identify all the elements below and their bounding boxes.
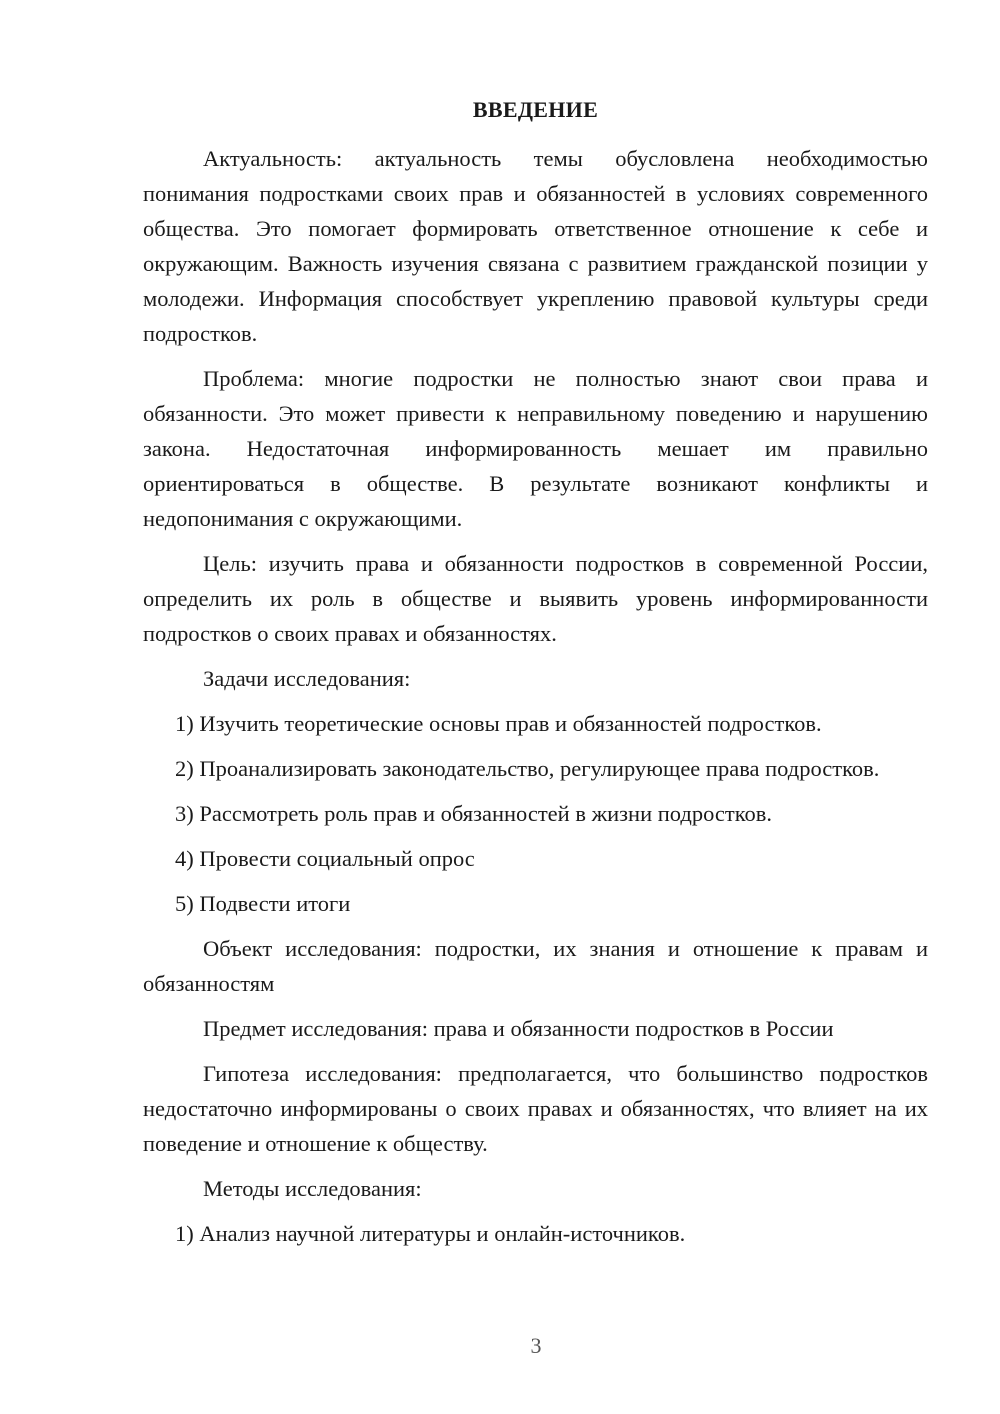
goal-paragraph: Цель: изучить права и обязанности подростков в современной России, определить их роль в обществе и выявить уровень информированности подростков о своих правах и обязанностях. (143, 551, 928, 646)
task-item-5: 5) Подвести итоги (175, 891, 351, 916)
page-content (143, 92, 928, 1261)
object-paragraph: Объект исследования: подростки, их знания и отношение к правам и обязанностям (143, 936, 928, 996)
section-title: ВВЕДЕНИЕ (472, 97, 599, 122)
methods-heading: Методы исследования: (203, 1176, 422, 1201)
task-item-2: 2) Проанализировать законодательство, регулирующее права подростков. (175, 756, 880, 781)
method-item-1: 1) Анализ научной литературы и онлайн-источников. (175, 1221, 686, 1246)
task-item-4: 4) Провести социальный опрос (175, 846, 475, 871)
relevance-paragraph: Актуальность: актуальность темы обусловлена необходимостью понимания подростками своих прав и обязанностей в условиях современного общества. Это помогает формировать ответственное отношение к себе и окружающим. Важность изучения связана с развитием гражданской позиции у молодежи. Информация способствует укреплению правовой культуры среди подростков. (143, 146, 928, 346)
problem-paragraph: Проблема: многие подростки не полностью знают свои права и обязанности. Это может привести к неправильному поведению и нарушению закона. Недостаточная информированность мешает им правильно ориентироваться в обществе. В результате возникают конфликты и недопонимания с окружающими. (143, 366, 928, 531)
task-item-3: 3) Рассмотреть роль прав и обязанностей в жизни подростков. (175, 801, 773, 826)
task-item-1: 1) Изучить теоретические основы прав и обязанностей подростков. (175, 711, 822, 736)
hypothesis-paragraph: Гипотеза исследования: предполагается, что большинство подростков недостаточно информированы о своих правах и обязанностях, что влияет на их поведение и отношение к обществу. (143, 1061, 928, 1156)
page-number: 3 (530, 1333, 542, 1358)
tasks-heading: Задачи исследования: (203, 666, 411, 691)
subject-paragraph: Предмет исследования: права и обязанности подростков в России (203, 1016, 834, 1041)
